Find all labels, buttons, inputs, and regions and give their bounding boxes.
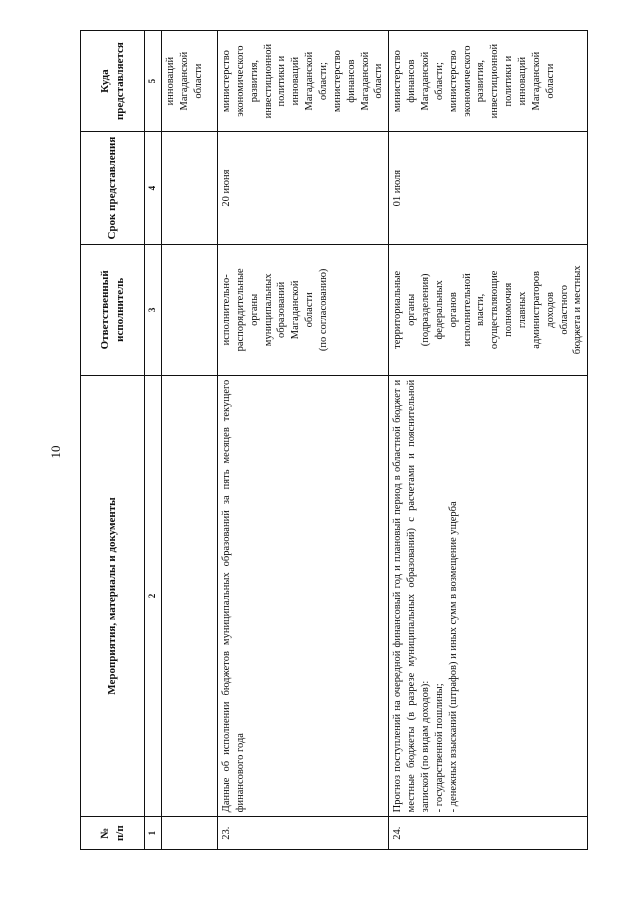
continuation-deadline	[162, 132, 218, 245]
header-recipient	[81, 31, 145, 132]
continuation-recipient: инноваций Магаданской области	[162, 31, 218, 132]
row-text-cell	[389, 375, 588, 817]
column-number-row	[145, 31, 162, 850]
rotated-table-wrapper	[80, 30, 584, 850]
header-deadline-label: Срок представления	[106, 136, 119, 240]
header-deadline	[81, 132, 145, 245]
row-num: 24.	[389, 817, 588, 850]
header-recipient-label: Куда представляется	[98, 42, 126, 121]
row-executor: исполнительно- распорядительные органы муниципальных образований Магаданской области (по согласованию)	[218, 245, 389, 376]
row-bullet: - государственной пошлины;	[433, 683, 445, 813]
continuation-text	[162, 375, 218, 817]
measures-table	[80, 30, 588, 850]
column-number-3: 3	[145, 245, 162, 376]
header-num	[81, 817, 145, 850]
continuation-row	[162, 31, 218, 850]
continuation-executor	[162, 245, 218, 376]
column-number-4: 4	[145, 132, 162, 245]
row-text: Данные об исполнении бюджетов муниципальных образований за пять месяцев текущего финансового года	[218, 375, 389, 817]
header-row	[81, 31, 145, 850]
table-row	[218, 31, 389, 850]
row-recipient: министерство финансов Магаданской области; министерство экономического развития, инвестиционной политики и инноваций Магаданской области	[389, 31, 588, 132]
row-recipient: министерство экономического развития, инвестиционной политики и инноваций Магаданской области; министерство финансов Магаданской области	[218, 31, 389, 132]
row-executor: территориальные органы (подразделения) федеральных органов исполнительной власти, осуществляющие полномочия главных администраторов доходов областного бюджета и местных	[389, 245, 588, 376]
table-row	[389, 31, 588, 850]
header-executor-label: Ответственный исполнитель	[98, 270, 126, 350]
column-number-2: 2	[145, 375, 162, 817]
header-num-label: № п/п	[98, 825, 126, 842]
column-number-5: 5	[145, 31, 162, 132]
column-number-1: 1	[145, 817, 162, 850]
row-deadline: 20 июня	[218, 132, 389, 245]
header-executor	[81, 245, 145, 376]
header-measures-label: Мероприятия, материалы и документы	[106, 497, 119, 695]
page-number: 10	[48, 445, 63, 459]
row-text: Прогноз поступлений на очередной финансовый год и плановый период в областной бюджет и местные бюджеты (в разрезе муниципальных образований) с расчетами и пояснительной запиской (по видам доходов):	[392, 379, 432, 813]
row-deadline: 01 июля	[389, 132, 588, 245]
header-measures	[81, 375, 145, 817]
continuation-num	[162, 817, 218, 850]
row-bullet: - денежных взысканий (штрафов) и иных сумм в возмещение ущерба	[447, 501, 459, 813]
row-num: 23.	[218, 817, 389, 850]
